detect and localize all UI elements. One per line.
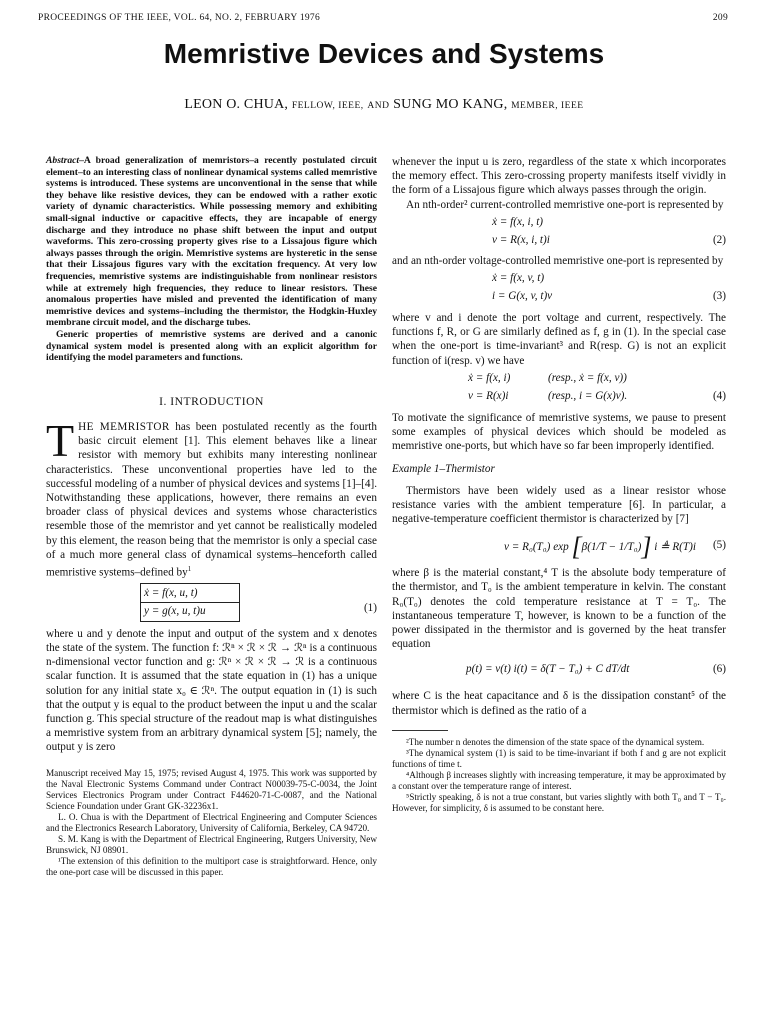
abstract-paragraph-2: Generic properties of memristive systems are derived and a canonic dynamical system model is presented along with an explicit algorithm for identifying the model parameters and functions. xyxy=(46,328,377,364)
equation-5-inner: β(1/T − 1/T₀) xyxy=(581,541,642,554)
equation-4 xyxy=(392,371,726,407)
footnote-ref-1: 1 xyxy=(187,564,192,573)
intro-paragraph-2: where u and y denote the input and output of the system and x denotes the state of the system. The function f: ℛⁿ × ℛ × ℛ → ℛⁿ is a continuous n-dimensional vector function and g: ℛⁿ × ℛ × ℛ → ℛ is a continuous scalar function. It is assumed that the state equation in (1) has a unique solution for any initial state x₀ ∈ ℛⁿ. The output equation in (1) is such that the output y is equal to the product between the input u and the scalar function g. This special structure of the readout map is what distinguishes a memristive system from an arbitrary dynamical system [5]; namely, the output y is zero xyxy=(46,627,377,754)
equation-2 xyxy=(392,215,726,251)
equation-6 xyxy=(392,657,726,685)
manuscript-received-note: Manuscript received May 15, 1975; revised August 4, 1975. This work was supported by the Naval Electronic Systems Command under Contract N00039-75-C-0034, the Joint Services Electronics Program under Contract F44620-71-C-0087, and the National Science Foundation under Grant GK-32236x1. xyxy=(46,767,377,811)
intro-text-1: has been postulated recently as the fourth basic circuit element [1]. This element behaves like a linear resistor with memory but exhibits many interesting nonlinear characteristics. These unconventional properties have led to the successful modeling of a number of physical devices and systems [1]–[4]. Notwithstanding these applications, however, there remains an even broader class of physical devices and systems whose characteristics resemble those of the memristor and yet cannot be realistically modeled by this element, the reason being that the memristor is only a special case of a much more general class of dynamical systems–henceforth called memristive systems–defined by xyxy=(46,420,377,579)
right-paragraph-1: whenever the input u is zero, regardless of the state x which incorporates the memory effect. This zero-crossing property manifests itself vividly in the form of a Lissajous figure which always passes through the origin. xyxy=(392,156,726,197)
author-line xyxy=(0,97,768,113)
page-number: 209 xyxy=(712,13,728,23)
equation-5-rhs: i ≜ R(T)i xyxy=(654,541,696,554)
equation-1 xyxy=(46,583,377,621)
intro-paragraph-1 xyxy=(46,414,377,580)
equation-2-number: (2) xyxy=(712,233,726,246)
running-header xyxy=(38,13,728,23)
left-column xyxy=(46,155,377,878)
equation-1-box xyxy=(140,583,240,622)
equation-1-state: ẋ = f(x, u, t) xyxy=(144,586,198,599)
author-and: AND xyxy=(367,101,390,111)
equation-4-output: v = R(x)i xyxy=(468,389,509,402)
equation-6-body: p(t) = v(t) i(t) = δ(T − T₀) + C dT/dt xyxy=(466,663,630,676)
intro-lead-caps: HE MEMRISTOR xyxy=(78,420,170,433)
equation-6-number: (6) xyxy=(712,663,726,676)
footnotes-left xyxy=(46,768,377,878)
equation-3-state: ẋ = f(x, v, t) xyxy=(492,272,545,285)
example-1-heading: Example 1–Thermistor xyxy=(392,463,495,476)
equation-5 xyxy=(504,532,696,562)
affiliation-chua: L. O. Chua is with the Department of Electrical Engineering and Computer Sciences and the Electronics Research Laboratory, University of California, Berkeley, CA 94720. xyxy=(46,811,377,833)
author-chua-grade: FELLOW, IEEE, xyxy=(291,101,364,111)
equation-5-bracket-close: ] xyxy=(641,532,652,562)
right-paragraph-8: where C is the heat capacitance and δ is the dissipation constant⁵ of the thermistor which is defined as the ratio of a xyxy=(392,690,726,717)
equation-4-number: (4) xyxy=(712,389,726,402)
equation-5-lhs: v = R₀(T₀) exp xyxy=(504,541,569,554)
equation-4-output-alt: (resp., i = G(x)v). xyxy=(548,389,628,402)
equation-2-output: v = R(x, i, t)i xyxy=(492,233,550,246)
equation-3-number: (3) xyxy=(712,290,726,303)
right-paragraph-4: where v and i denote the port voltage and current, respectively. The functions f, R, or G are similarly defined as f, g in (1). In the special case when the one-port is time-invariant³ and R(resp. G) is not an explicit function of i(resp. v) we have xyxy=(392,312,726,367)
equation-1-output: y = g(x, u, t)u xyxy=(144,604,206,617)
journal-citation: PROCEEDINGS OF THE IEEE, VOL. 64, NO. 2, FEBRUARY 1976 xyxy=(38,13,321,23)
right-paragraph-6: Thermistors have been widely used as a linear resistor whose resistance varies with the ambient temperature [6]. In particular, a negative-temperature coefficient thermistor is characterized by [7] xyxy=(392,484,726,526)
footnote-5: ⁵Strictly speaking, δ is not a true constant, but varies slightly with both T₀ and T − T₀. However, for simplicity, δ is assumed to be constant here. xyxy=(392,791,726,813)
footnote-1: ¹The extension of this definition to the multiport case is straightforward. Hence, only the one-port case will be discussed in this paper. xyxy=(46,855,377,877)
equation-2-state: ẋ = f(x, i, t) xyxy=(492,215,544,228)
section-heading-introduction: I. INTRODUCTION xyxy=(159,394,264,408)
footnote-rule xyxy=(392,730,448,731)
abstract-label: Abstract xyxy=(46,155,80,166)
affiliation-kang: S. M. Kang is with the Department of Electrical Engineering, Rutgers University, New Brunswick, NJ 08901. xyxy=(46,833,377,855)
footnote-2: ²The number n denotes the dimension of the state space of the dynamical system. xyxy=(406,736,705,747)
equation-5-bracket-open: [ xyxy=(571,532,582,562)
drop-cap: T xyxy=(46,414,75,466)
right-paragraph-3: and an nth-order voltage-controlled memristive one-port is represented by xyxy=(392,254,724,267)
equation-3 xyxy=(392,271,726,307)
author-kang: SUNG MO KANG, xyxy=(393,97,508,112)
abstract xyxy=(46,155,377,364)
right-paragraph-5: To motivate the significance of memristive systems, we pause to present some examples of physical devices which should be modeled as memristive one-ports, but which have so far been improperly identified. xyxy=(392,411,726,453)
equation-5 xyxy=(392,532,726,562)
footnote-4: ⁴Although β increases slightly with increasing temperature, it may be approximated by a constant over the temperature range of interest. xyxy=(392,769,726,791)
equation-4-state: ẋ = f(x, i) xyxy=(468,371,511,384)
author-kang-grade: MEMBER, IEEE xyxy=(511,101,584,111)
equation-3-output: i = G(x, v, t)v xyxy=(492,290,553,303)
footnote-3: ³The dynamical system (1) is said to be time-invariant if both f and g are not explicit functions of time t. xyxy=(392,747,726,769)
right-paragraph-2: An nth-order² current-controlled memristive one-port is represented by xyxy=(406,198,724,211)
equation-1-number: (1) xyxy=(363,601,377,614)
equation-4-state-alt: (resp., ẋ = f(x, v)) xyxy=(548,371,627,384)
author-chua: LEON O. CHUA, xyxy=(184,97,289,112)
equation-5-number: (5) xyxy=(712,539,726,552)
abstract-paragraph-1 xyxy=(46,155,377,329)
paper-title: Memristive Devices and Systems xyxy=(163,38,605,69)
right-column xyxy=(392,155,726,814)
abstract-text-1: –A broad generalization of memristors–a recently postulated circuit element–to an interesting class of nonlinear dynamical systems called memristive systems is introduced. These systems are unconventional in the sense that while they behave like resistive devices, they can be endowed with a rather exotic variety of dynamic characteristics. While possessing memory and exhibiting small-signal inductive or capacitive effects, they are incapable of energy discharge and they introduce no phase shift between the input and output waveforms. This zero-crossing property gives rise to a Lissajous figure which always passes through the origin. Memristive systems are hysteretic in the sense that their Lissajous figures vary with the excitation frequency. At very low frequencies, memristive systems are indistinguishable from nonlinear resistors while at extremely high frequencies, they reduce to linear resistors. These anomalous properties have misled and prevented the identification of many memristive devices and systems–including the thermistor, the Hodgkin-Huxley membrane circuit model, and the discharge tubes. xyxy=(46,155,377,329)
right-paragraph-7: where β is the material constant,⁴ T is the absolute body temperature of the thermistor, and T₀ is the ambient temperature in kelvin. The constant R₀(T₀) denotes the cold temperature resistance at T = T₀. The instantaneous temperature T, however, is known to be a function of the power dissipated in the thermistor and is governed by the heat transfer equation xyxy=(392,567,726,651)
footnotes-right xyxy=(392,737,726,814)
